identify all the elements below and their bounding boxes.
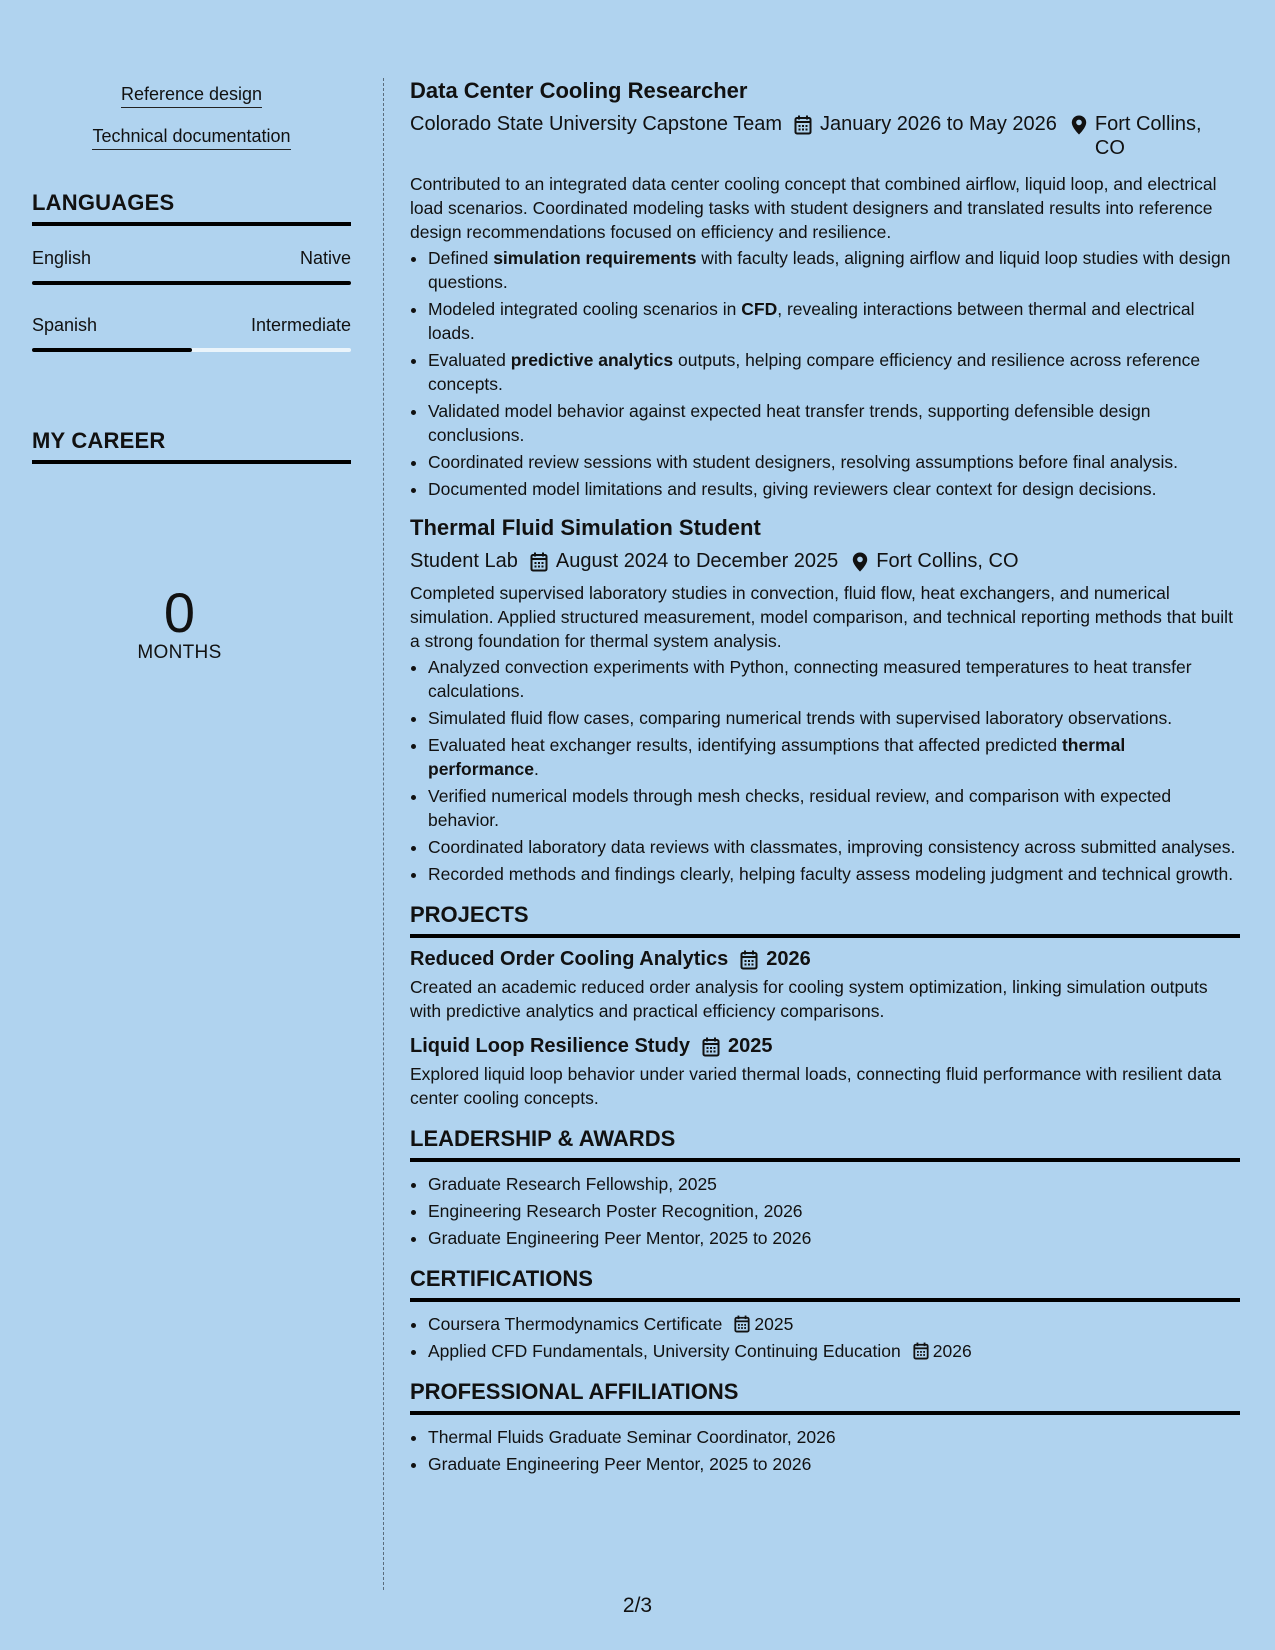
list-item: [428, 1339, 1240, 1363]
job-organization: Colorado State University Capstone Team: [410, 113, 783, 135]
list-item: • Validated model behavior against expected heat transfer trends, supporting defensible design conclusions.: [428, 399, 1240, 447]
list-item: • Evaluated predictive analytics outputs, helping compare efficiency and resilience across reference concepts.: [428, 348, 1240, 396]
language-proficiency-bar: [32, 348, 351, 352]
technical-documentation-link[interactable]: Technical documentation: [92, 126, 290, 150]
career-duration: [32, 581, 327, 664]
projects-heading: PROJECTS: [410, 902, 1240, 938]
list-item: • Coordinated review sessions with student designers, resolving assumptions before final analysis.: [428, 450, 1240, 474]
list-item: • Graduate Engineering Peer Mentor, 2025 to 2026: [428, 1452, 1240, 1476]
page-number: 2/3: [622, 1594, 653, 1617]
career-value: 0: [163, 581, 196, 644]
project-title: Reduced Order Cooling Analytics 2026: [410, 948, 811, 970]
job-summary: Completed supervised laboratory studies in convection, fluid flow, heat exchangers, and numerical simulation. Applied structured measurement, model comparison, and technical reporting methods that built a strong foundation for thermal system analysis.: [410, 583, 1233, 651]
calendar-icon: [913, 1342, 929, 1360]
language-item: [32, 315, 351, 352]
language-item: [32, 248, 351, 285]
calendar-icon: [734, 1315, 750, 1333]
map-pin-icon: [852, 549, 868, 572]
list-item: • Analyzed convection experiments with Python, connecting measured temperatures to heat transfer calculations.: [428, 655, 1240, 703]
list-item: • Documented model limitations and results, giving reviewers clear context for design decisions.: [428, 477, 1240, 501]
certification-name: • Applied CFD Fundamentals, University Continuing Education: [428, 1341, 901, 1361]
list-item: • Coordinated laboratory data reviews with classmates, improving consistency across submitted analyses.: [428, 835, 1240, 859]
job-dates: August 2024 to December 2025: [555, 550, 839, 572]
reference-design-link[interactable]: Reference design: [121, 84, 262, 108]
list-item: • Modeled integrated cooling scenarios in CFD, revealing interactions between thermal and electrical loads.: [428, 297, 1240, 345]
project-year: 2025: [728, 1035, 773, 1057]
job-location: Fort Collins, CO: [876, 550, 1019, 572]
project-description: Created an academic reduced order analysis for cooling system optimization, linking simulation outputs with predictive analytics and practical efficiency comparisons.: [410, 977, 1208, 1021]
projects-section: [410, 902, 1240, 1110]
leadership-heading: LEADERSHIP & AWARDS: [410, 1126, 1240, 1162]
list-item: • Verified numerical models through mesh checks, residual review, and comparison with expected behavior.: [428, 784, 1240, 832]
job-bullets: [410, 655, 1240, 886]
sidebar: [32, 84, 351, 664]
certification-year: 2025: [754, 1314, 794, 1334]
list-item: • Simulated fluid flow cases, comparing numerical trends with supervised laboratory observations.: [428, 706, 1240, 730]
certifications-section: [410, 1266, 1240, 1363]
column-divider: [383, 78, 384, 1590]
language-proficiency-fill: [32, 281, 351, 285]
job-title: Thermal Fluid Simulation Student: [410, 515, 761, 540]
job-dates: January 2026 to May 2026: [820, 113, 1057, 135]
language-name: English: [32, 248, 92, 268]
certification-year: 2026: [932, 1341, 972, 1361]
affiliations-heading: PROFESSIONAL AFFILIATIONS: [410, 1379, 1240, 1415]
list-item: • Thermal Fluids Graduate Seminar Coordinator, 2026: [428, 1425, 1240, 1449]
list-item: • Graduate Engineering Peer Mentor, 2025 to 2026: [428, 1226, 1240, 1250]
language-level: Native: [299, 248, 351, 268]
affiliations-list: [410, 1425, 1240, 1476]
project-description: Explored liquid loop behavior under varied thermal loads, connecting fluid performance with resilient data center cooling concepts.: [410, 1064, 1222, 1108]
certifications-heading: CERTIFICATIONS: [410, 1266, 1240, 1302]
leadership-section: [410, 1126, 1240, 1250]
calendar-icon: [702, 1037, 720, 1057]
language-level: Intermediate: [250, 315, 351, 335]
list-item: • Graduate Research Fellowship, 2025: [428, 1172, 1240, 1196]
career-heading: MY CAREER: [32, 428, 351, 464]
list-item: • Evaluated heat exchanger results, identifying assumptions that affected predicted thermal performance.: [428, 733, 1240, 781]
language-proficiency-bar: [32, 281, 351, 285]
language-name: Spanish: [32, 315, 98, 335]
main-content: [410, 78, 1240, 1479]
job-location: Fort Collins, CO: [1094, 113, 1202, 159]
calendar-icon: [794, 112, 812, 135]
list-item: • Recorded methods and findings clearly, helping faculty assess modeling judgment and technical growth.: [428, 862, 1240, 886]
project-title: Liquid Loop Resilience Study 2025: [410, 1035, 773, 1057]
job-title: Data Center Cooling Researcher: [410, 78, 748, 103]
calendar-icon: [530, 549, 548, 572]
calendar-icon: [740, 950, 758, 970]
list-item: • Defined simulation requirements with faculty leads, aligning airflow and liquid loop studies with design questions.: [428, 246, 1240, 294]
certifications-list: [410, 1312, 1240, 1363]
project-year: 2026: [766, 948, 811, 970]
affiliations-section: [410, 1379, 1240, 1476]
list-item: [428, 1312, 1240, 1336]
experience-entry: [410, 78, 1240, 501]
job-meta: [410, 112, 1240, 160]
certification-name: • Coursera Thermodynamics Certificate: [428, 1314, 723, 1334]
job-summary: Contributed to an integrated data center cooling concept that combined airflow, liquid loop, and electrical load scenarios. Coordinated modeling tasks with student designers and translated results into reference design recommendations focused on efficiency and resilience.: [410, 174, 1217, 242]
job-bullets: [410, 246, 1240, 501]
career-unit: MONTHS: [137, 642, 222, 663]
map-pin-icon: [1071, 112, 1087, 135]
languages-heading: LANGUAGES: [32, 190, 351, 226]
language-proficiency-fill: [32, 348, 192, 352]
job-organization: Student Lab: [410, 550, 518, 572]
leadership-list: [410, 1172, 1240, 1250]
job-meta: [410, 549, 1240, 573]
list-item: • Engineering Research Poster Recognition, 2026: [428, 1199, 1240, 1223]
experience-entry: [410, 515, 1240, 886]
